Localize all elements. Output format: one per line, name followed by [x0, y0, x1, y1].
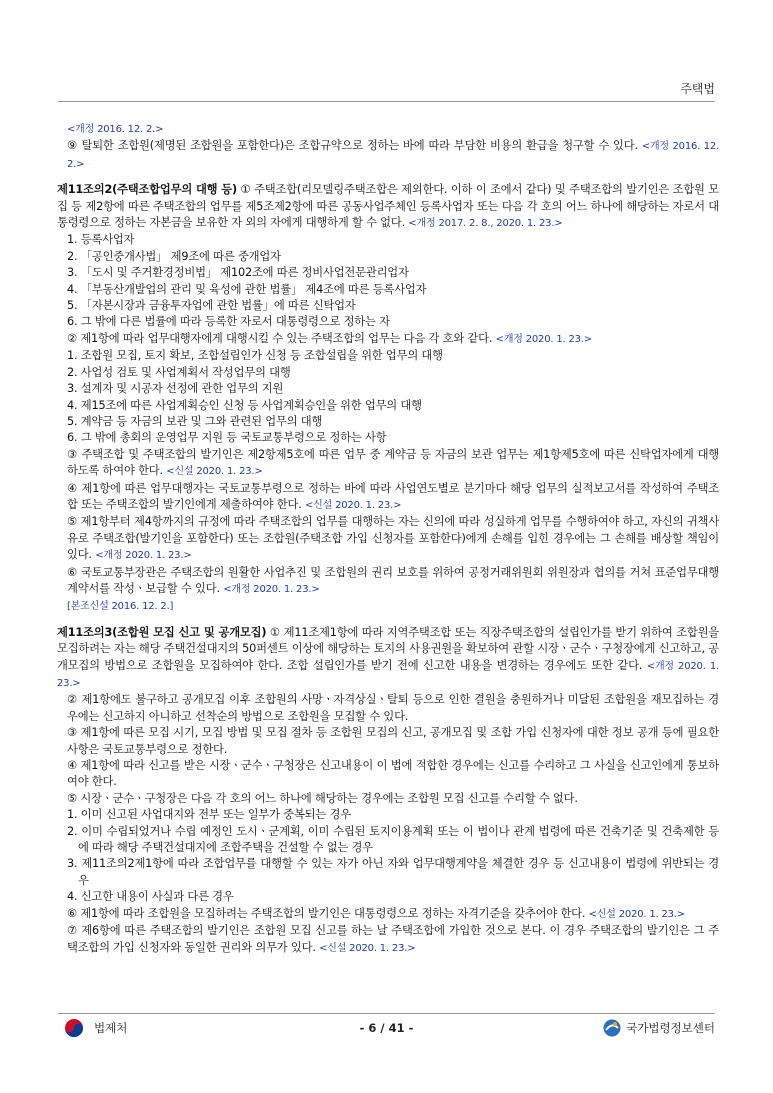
amendment-note: <신설 2020. 1. 23.> [319, 942, 416, 954]
amendment-note: <신설 2020. 1. 23.> [305, 499, 402, 511]
article-11-2 [57, 182, 719, 232]
paragraph [67, 121, 719, 138]
document-header-title: 주택법 [680, 82, 715, 96]
list-item: 1. 이미 신고된 사업대지와 전부 또는 일부가 중복되는 경우 [67, 808, 351, 822]
footer-source [602, 1018, 715, 1038]
footer-right-label: 국가법령정보센터 [626, 1021, 715, 1035]
paragraph [67, 138, 719, 173]
paragraph-text: ① 제11조제1항에 따라 지역주택조합 또는 직장주택조합의 설립인가를 받기 위하여 조합원을 모집하려는 자는 해당 주택건설대지의 50퍼센트 이상에 해당하는 토지의 사용권원을 확보하여 관할 시장ㆍ군수ㆍ구청장에게 신고하고, 공개모집의 방법으로 조합원을 모집하여야 한다. 조합 설립인가를 받기 전에 신고한 내용을 변경하는 경우에도 또한 같다. [57, 625, 719, 672]
amendment-note: <개정 2020. 1. 23.> [495, 333, 592, 345]
article-11-3 [57, 625, 719, 693]
paragraph: ③ 제1항에 따른 모집 시기, 모집 방법 및 모집 절차 등 조합원 모집의 신고, 공개모집 및 조합 가입 신청자에 대한 정보 공개 등에 필요한 사항은 국토교통부령으로 정한다. [67, 726, 719, 756]
paragraph [67, 514, 719, 564]
document-body [57, 121, 719, 957]
paragraph [67, 447, 719, 481]
amendment-note: <개정 2020. 1. 23.> [57, 660, 719, 689]
list-item: 4. 제15조에 따른 사업계획승인 신청 등 사업계획승인을 위한 업무의 대행 [67, 398, 422, 412]
amendment-note: <신설 2020. 1. 23.> [166, 466, 263, 478]
amendment-note: <개정 2020. 1. 23.> [95, 550, 192, 562]
list-item: 3. 설계자 및 시공자 선정에 관한 업무의 지원 [67, 382, 284, 396]
amendment-note: <개정 2016. 12. 2.> [67, 141, 719, 170]
paragraph: ② 제1항에도 불구하고 공개모집 이후 조합원의 사망ㆍ자격상실ㆍ탈퇴 등으로 인한 결원을 충원하거나 미달된 조합원을 재모집하는 경우에는 신고하지 아니하고 선착순의 방법으로 조합원을 모집할 수 있다. [67, 693, 719, 723]
paragraph-text: ⑨ 탈퇴한 조합원(제명된 조합원을 포함한다)은 조합규약으로 정하는 바에 따라 부담한 비용의 환급을 청구할 수 있다. [67, 139, 642, 153]
paragraph-text: ⑦ 제6항에 따른 주택조합의 발기인은 조합원 모집 신고를 하는 날 주택조합에 가입한 것으로 본다. 이 경우 주택조합의 발기인은 그 주택조합의 가입 신청자와 동일한 권리와 의무가 있다. [67, 924, 719, 954]
footer-left-label: 법제처 [94, 1021, 128, 1035]
list-item: 3. 제11조의2제1항에 따라 조합업무를 대행할 수 있는 자가 아닌 자와 업무대행계약을 체결한 경우 등 신고내용이 법령에 위반되는 경우 [67, 857, 719, 887]
list-item: 4. 신고한 내용이 사실과 다른 경우 [67, 890, 234, 904]
page-number: - 6 / 41 - [359, 1021, 414, 1035]
article-heading: 제11조의2(주택조합업무의 대행 등) [57, 183, 237, 197]
paragraph [67, 331, 719, 348]
list-item: 5. 계약금 등 자금의 보관 및 그와 관련된 업무의 대행 [67, 414, 323, 428]
paragraph-text: ⑤ 제1항부터 제4항까지의 규정에 따라 주택조합의 업무를 대행하는 자는 신의에 따라 성실하게 업무를 수행하여야 하고, 자신의 귀책사유로 주택조합(발기인을 포함한다) 또는 조합원(주택조합 가입 신청자를 포함한다)에게 손해를 입힌 경우에는 그 손해를 배상할 책임이 있다. [67, 515, 719, 562]
paragraph-text: ③ 주택조합 및 주택조합의 발기인은 제2항제5호에 따른 업무 중 계약금 등 자금의 보관 업무는 제1항제5호에 따른 신탁업자에게 대행하도록 하여야 한다. [67, 447, 719, 478]
paragraph-text: ① 주택조합(리모델링주택조합은 제외한다. 이하 이 조에서 같다) 및 주택조합의 발기인은 조합원 모집 등 제2항에 따른 주택조합의 업무를 제5조제2항에 따른 공동사업주체인 등록사업자 또는 다음 각 호의 어느 하나에 해당하는 자로서 대통령령으로 정하는 자본금을 보유한 자 외의 자에게 대행하게 할 수 없다. [57, 183, 719, 230]
paragraph [67, 565, 719, 599]
paragraph: ⑤ 시장ㆍ군수ㆍ구청장은 다음 각 호의 어느 하나에 해당하는 경우에는 조합원 모집 신고를 수리할 수 없다. [67, 791, 578, 805]
paragraph-text: ⑥ 국토교통부장관은 주택조합의 원활한 사업추진 및 조합원의 권리 보호를 위하여 공정거래위원회 위원장과 협의를 거쳐 표준업무대행계약서를 작성ㆍ보급할 수 있다. [67, 565, 719, 595]
list-item: 3. 「도시 및 주거환경정비법」 제102조에 따른 정비사업전문관리업자 [67, 266, 409, 280]
list-item: 2. 이미 수립되었거나 수립 예정인 도시ㆍ군계획, 이미 수립된 토지이용계획 또는 이 법이나 관계 법령에 따른 건축기준 및 건축제한 등에 따라 해당 주택건설대지에 조합주택을 건설할 수 없는 경우 [67, 824, 719, 855]
list-item: 1. 등록사업자 [67, 233, 135, 247]
list-item: 5. 「자본시장과 금융투자업에 관한 법률」에 따른 신탁업자 [67, 299, 356, 313]
paragraph [67, 923, 719, 957]
paragraph [67, 598, 719, 615]
list-item: 4. 「부동산개발업의 관리 및 육성에 관한 법률」 제4조에 따른 등록사업자 [67, 282, 427, 296]
paragraph [67, 481, 719, 515]
paragraph-text: ⑥ 제1항에 따라 조합원을 모집하려는 주택조합의 발기인은 대통령령으로 정하는 자격기준을 갖추어야 한다. [67, 906, 589, 920]
amendment-note: <개정 2017. 2. 8., 2020. 1. 23.> [408, 218, 563, 230]
amendment-note: <개정 2016. 12. 2.> [67, 124, 164, 135]
paragraph: ④ 제1항에 따라 신고를 받은 시장ㆍ군수ㆍ구청장은 신고내용이 이 법에 적합한 경우에는 신고를 수리하고 그 사실을 신고인에게 통보하여야 한다. [67, 759, 719, 789]
header-divider [58, 101, 715, 102]
amendment-note: <개정 2020. 1. 23.> [223, 583, 320, 595]
list-item: 6. 그 밖에 다른 법률에 따라 등록한 자로서 대통령령으로 정하는 자 [67, 315, 390, 329]
paragraph-text: ④ 제1항에 따른 업무대행자는 국토교통부령으로 정하는 바에 따라 사업연도별로 분기마다 해당 업무의 실적보고서를 작성하여 주택조합 또는 주택조합의 발기인에게 제출하여야 한다. [67, 481, 719, 511]
list-item: 2. 사업성 검토 및 사업계획서 작성업무의 대행 [67, 365, 291, 379]
law-center-logo-icon [602, 1018, 622, 1038]
footer-divider [58, 1013, 715, 1014]
article-heading: 제11조의3(조합원 모집 신고 및 공개모집) [57, 625, 267, 639]
list-item: 2. 「공인중개사법」 제9조에 따른 중개업자 [67, 249, 281, 263]
enactment-note: [본조신설 2016. 12. 2.] [67, 601, 174, 613]
list-item: 6. 그 밖에 총회의 운영업무 지원 등 국토교통부령으로 정하는 사항 [67, 431, 387, 445]
paragraph [67, 906, 719, 923]
list-item: 1. 조합원 모집, 토지 확보, 조합설립인가 신청 등 조합설립을 위한 업무의 대행 [67, 349, 443, 363]
amendment-note: <신설 2020. 1. 23.> [588, 908, 685, 920]
paragraph-text: ② 제1항에 따라 업무대행자에게 대행시킬 수 있는 주택조합의 업무는 다음 각 호와 같다. [67, 331, 496, 345]
